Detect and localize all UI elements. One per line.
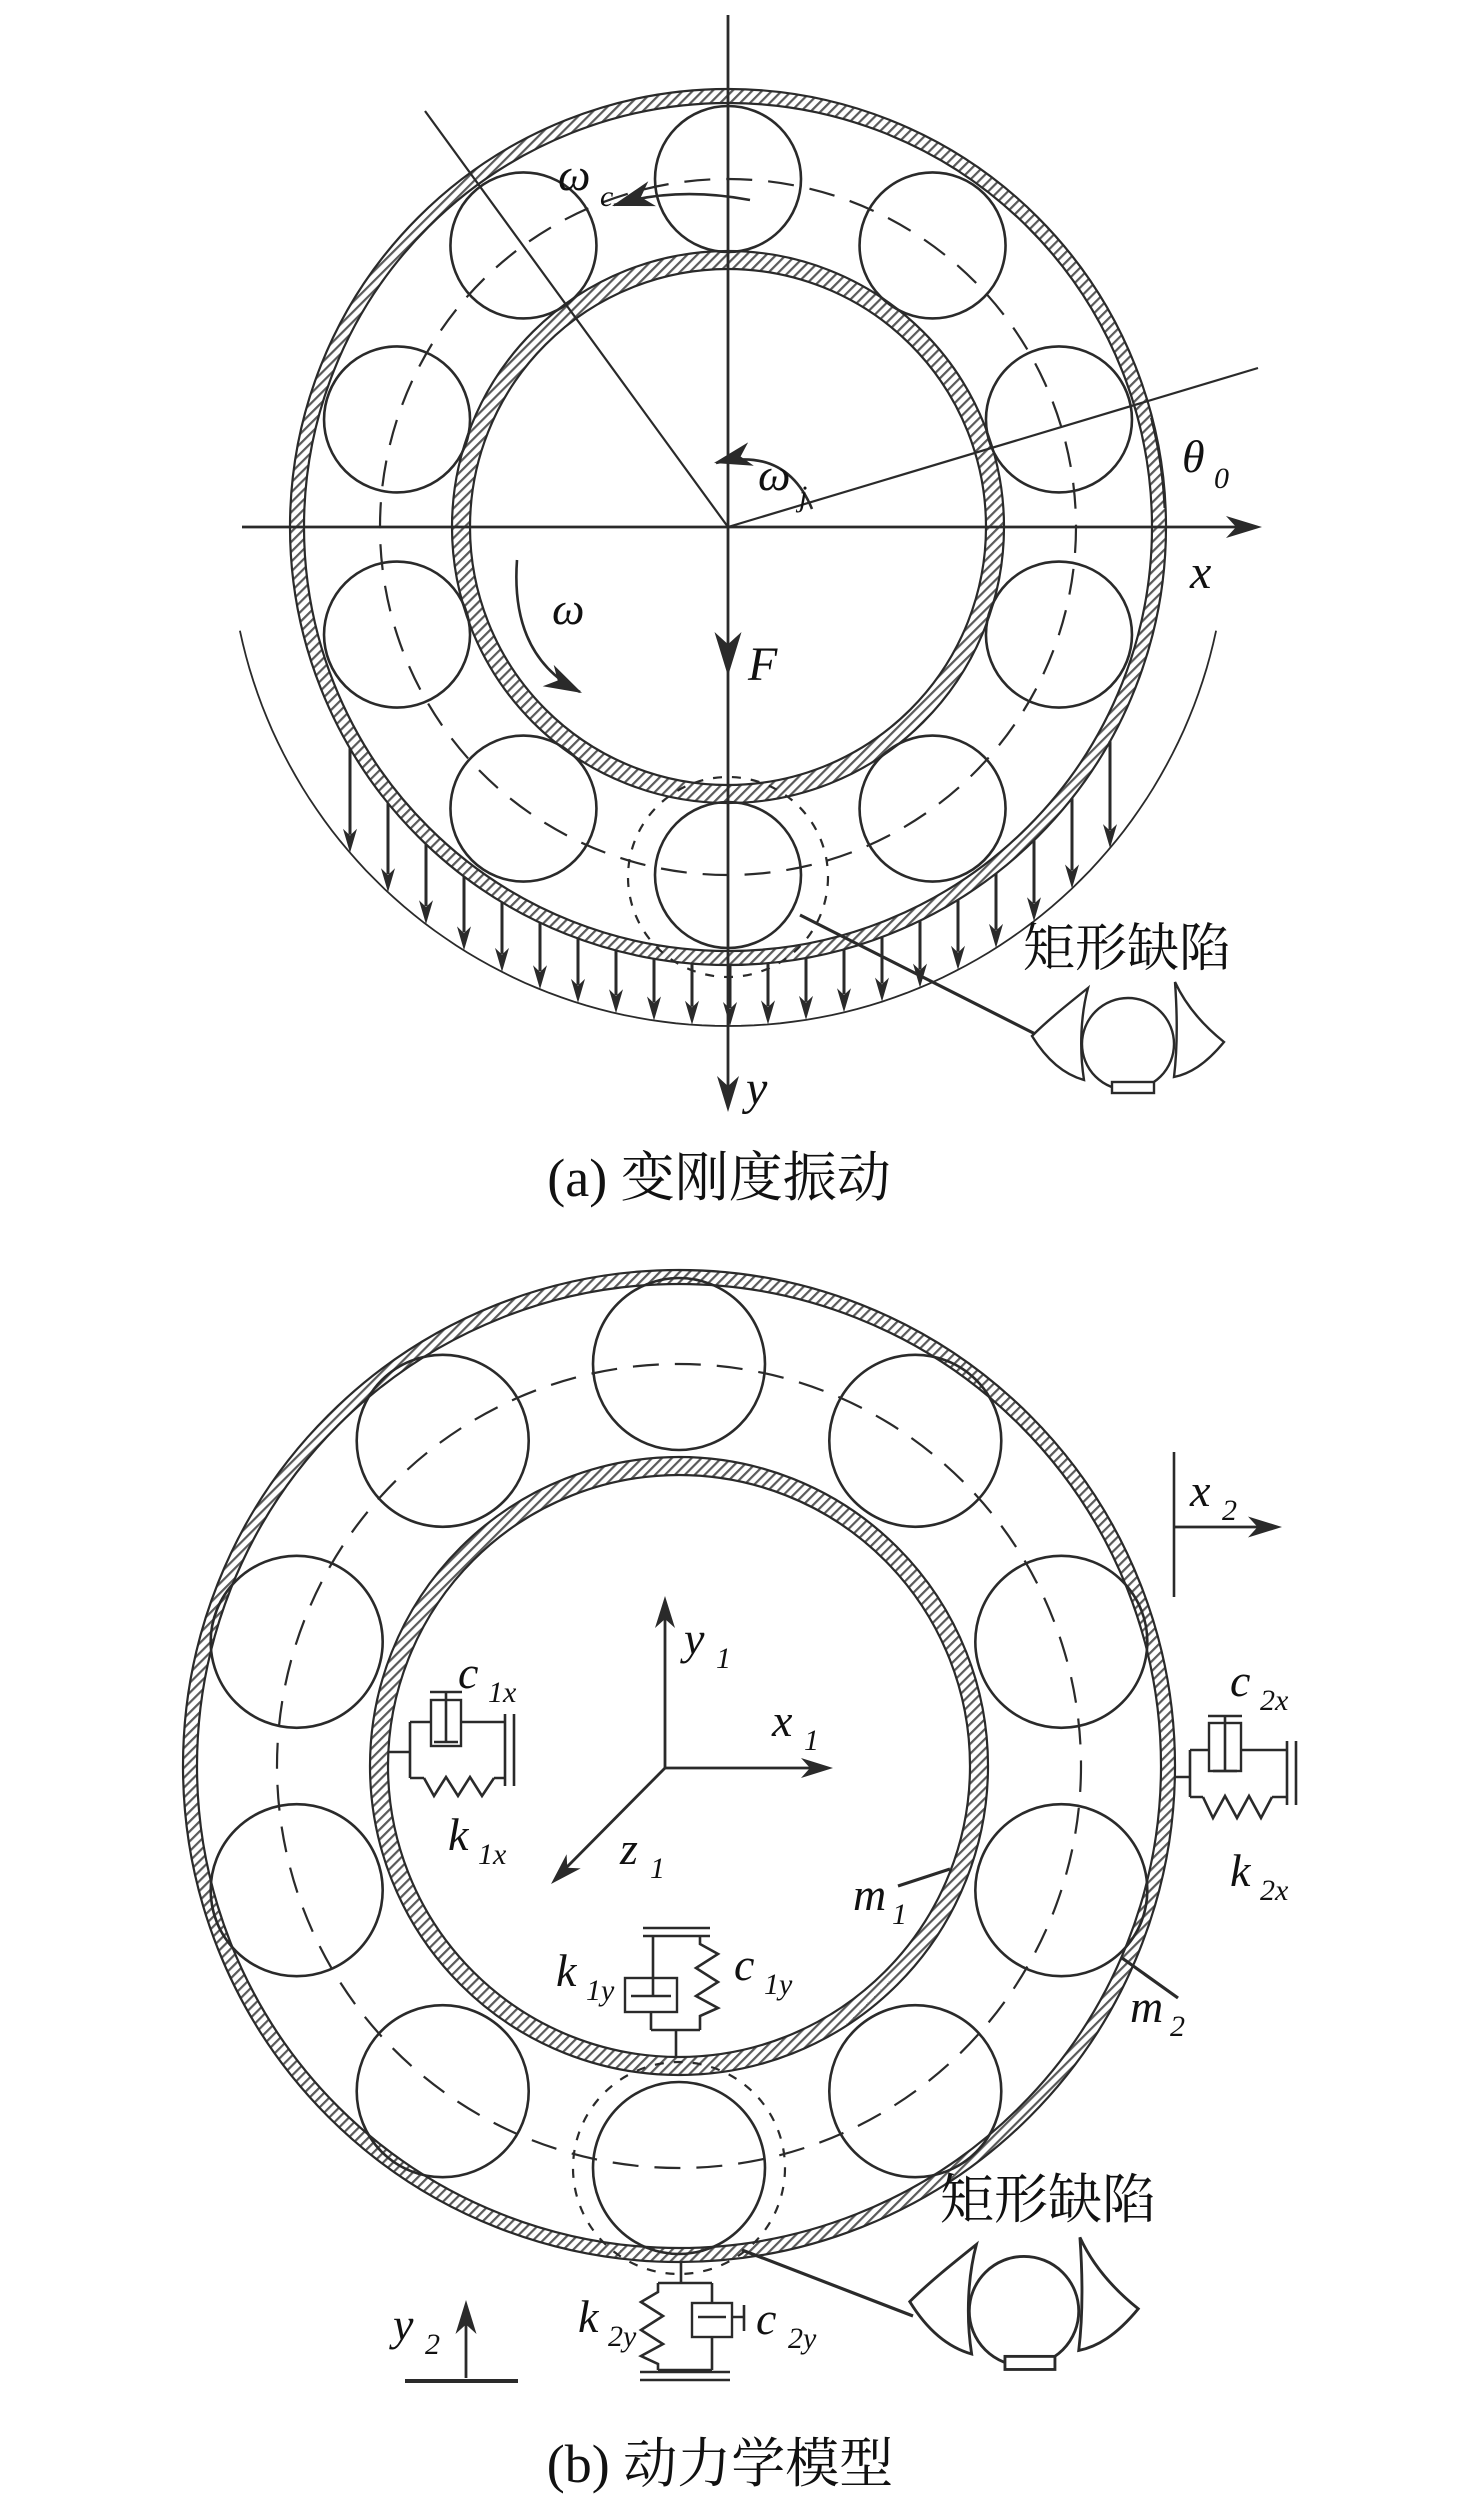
defect-icon-rect-notch: [1112, 1082, 1154, 1093]
unit-c1y-spring: [696, 1936, 718, 2030]
figure-b: [183, 1270, 1296, 2494]
unit-c1x-ground-bars: [505, 1714, 514, 1786]
unit-k1y-frame: [651, 2012, 700, 2057]
unit-k2y-frame-bottom: [658, 2337, 712, 2370]
label-x-axis: x: [1190, 546, 1212, 599]
label-omega-c: ω: [558, 149, 591, 200]
figure-a: [240, 15, 1262, 1208]
figure-a-defect-text: 矩形缺陷: [1022, 921, 1232, 978]
label-k2y: k: [578, 2291, 599, 2342]
unit-c2y-damper-box: [692, 2303, 732, 2337]
defect-icon-right-wing: [1079, 2237, 1139, 2350]
label-y1: y: [684, 1613, 705, 1664]
unit-k2y-ground-bars: [640, 2372, 730, 2380]
figure-b-caption: (b) 动力学模型: [546, 2434, 894, 2494]
figure-b-balls: [211, 1278, 1148, 2254]
label-c2x-sub: 2x: [1260, 1684, 1289, 1717]
label-k2x: k: [1230, 1845, 1251, 1896]
defect-icon-rect-notch: [1005, 2356, 1055, 2369]
rolling-ball: [324, 346, 470, 492]
figure-b-defect-text: 矩形缺陷: [940, 2170, 1156, 2230]
label-omega-c-sub: c: [600, 180, 614, 213]
figure-b-outer-ring-inner-edge: [197, 1284, 1164, 2248]
label-c2y: c: [756, 2293, 777, 2344]
label-k2y-sub: 2y: [608, 2320, 637, 2353]
label-c1x: c: [458, 1647, 479, 1698]
figure-a-caption: (a) 变刚度振动: [547, 1148, 891, 1208]
label-theta0-sub: 0: [1214, 462, 1229, 495]
figure-b-rings: [183, 1270, 1175, 2262]
label-z1-sub: 1: [650, 1852, 665, 1885]
label-z1: z: [620, 1823, 638, 1874]
label-k1x: k: [448, 1809, 469, 1860]
defect-icon-right-wing: [1174, 982, 1224, 1077]
figure-b-unit-c2x-k2x: [1175, 1716, 1296, 1818]
figure-b-cage-pitch-circle: [277, 1364, 1081, 2168]
label-c1x-sub: 1x: [488, 1676, 517, 1709]
rolling-ball: [860, 736, 1006, 882]
label-x2: x: [1190, 1465, 1211, 1516]
label-omega-j: ω: [758, 449, 791, 500]
label-x2-sub: 2: [1222, 1494, 1237, 1527]
figure-b-inner-ring-hatch: [370, 1457, 988, 2075]
label-omega: ω: [552, 583, 585, 634]
label-m1: m: [853, 1869, 887, 1920]
unit-k1y-ground-bars: [643, 1928, 710, 1936]
figure-b-m1-leader-line: [898, 1869, 950, 1886]
defect-icon-ball: [1082, 998, 1174, 1090]
defect-icon-left-wing: [910, 2245, 977, 2354]
label-theta0: θ: [1182, 431, 1205, 482]
label-omega-j-sub: j: [799, 480, 808, 513]
unit-c2x-ground-bars: [1287, 1741, 1296, 1805]
label-c2x: c: [1230, 1655, 1251, 1706]
arrowhead: [612, 181, 656, 206]
figure-b-unit-k2y-c2y: [640, 2262, 744, 2380]
label-m2: m: [1130, 1981, 1164, 2032]
label-x1-sub: 1: [804, 1724, 819, 1757]
label-y-axis: y: [746, 1062, 768, 1115]
label-force: F: [748, 638, 778, 691]
figure-b-defect-icon: [910, 2237, 1138, 2369]
label-y1-sub: 1: [716, 1642, 731, 1675]
figure-b-outer-ring-hatch: [183, 1270, 1175, 2262]
label-m2-sub: 2: [1170, 2010, 1185, 2043]
label-k2x-sub: 2x: [1260, 1874, 1289, 1907]
unit-k2x-spring: [1203, 1796, 1272, 1818]
defect-icon-left-wing: [1032, 988, 1088, 1080]
label-y2: y: [393, 2299, 414, 2350]
figure-b-inner-ring-inner-edge: [388, 1475, 970, 2057]
label-c1y: c: [734, 1939, 755, 1990]
label-c1y-sub: 1y: [764, 1968, 793, 2001]
label-m1-sub: 1: [892, 1898, 907, 1931]
figure-b-unit-k1y-c1y: [625, 1928, 718, 2057]
figure-a-defect-icon: [1032, 982, 1224, 1093]
arrowhead: [714, 442, 754, 465]
unit-k1x-spring: [424, 1777, 494, 1796]
label-k1y: k: [556, 1945, 577, 1996]
label-y2-sub: 2: [425, 2328, 440, 2361]
defect-icon-ball: [969, 2256, 1078, 2365]
label-c2y-sub: 2y: [788, 2322, 817, 2355]
label-k1y-sub: 1y: [586, 1974, 615, 2007]
label-k1x-sub: 1x: [478, 1838, 507, 1871]
label-x1: x: [772, 1695, 793, 1746]
unit-k2y-spring: [641, 2283, 663, 2370]
